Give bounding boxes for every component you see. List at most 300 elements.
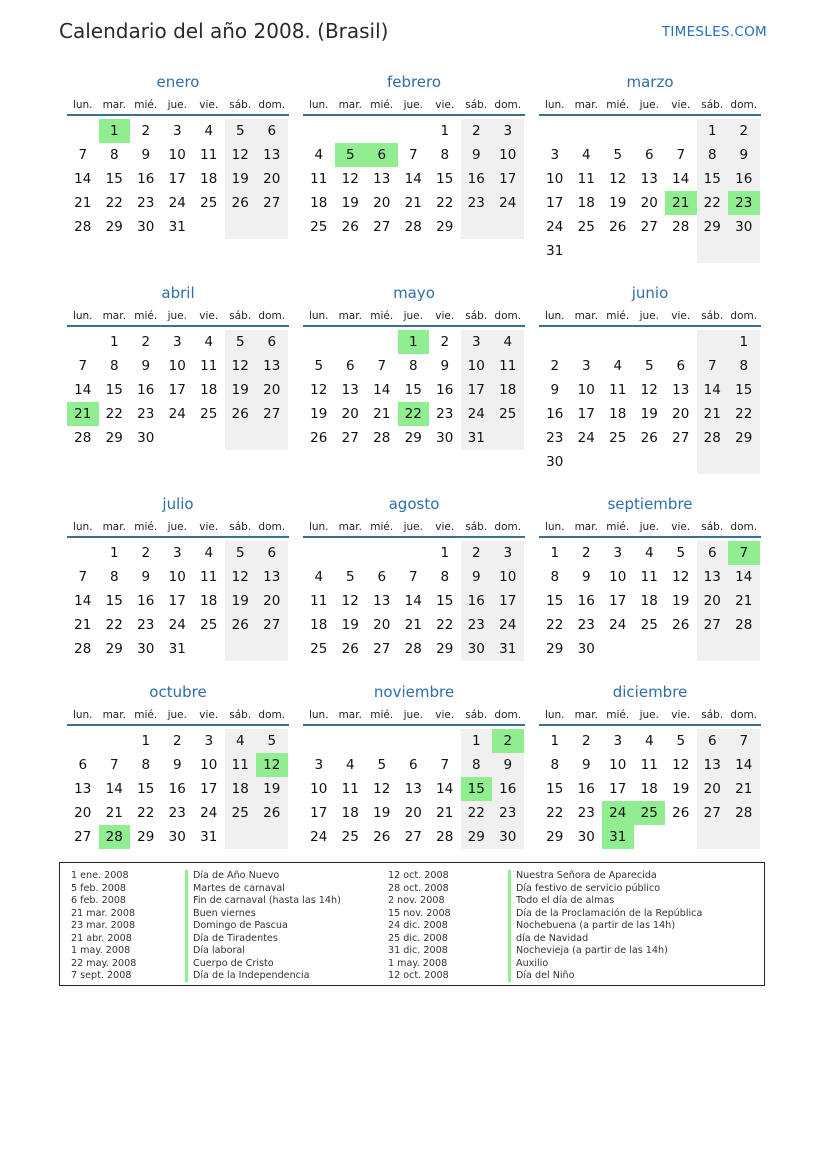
day-cell[interactable]: 2: [581, 545, 591, 561]
day-cell[interactable]: 10: [200, 757, 218, 773]
day-cell[interactable]: 4: [581, 147, 591, 163]
day-cell[interactable]: 18: [200, 171, 218, 187]
day-cell[interactable]: 12: [225, 354, 257, 378]
day-cell[interactable]: 23: [137, 406, 155, 422]
day-cell[interactable]: 13: [697, 565, 729, 589]
day-cell[interactable]: 27: [640, 219, 658, 235]
day-cell[interactable]: 10: [609, 757, 627, 773]
day-cell[interactable]: 21: [436, 805, 454, 821]
day-cell[interactable]: 16: [461, 589, 493, 613]
day-cell[interactable]: 20: [697, 589, 729, 613]
day-cell[interactable]: 28: [436, 829, 454, 845]
day-cell[interactable]: 9: [172, 757, 182, 773]
day-cell[interactable]: 13: [373, 593, 391, 609]
day-cell[interactable]: 18: [310, 617, 328, 633]
day-cell[interactable]: 6: [644, 147, 654, 163]
day-cell[interactable]: 15: [546, 593, 564, 609]
day-cell[interactable]: 11: [609, 382, 627, 398]
day-cell[interactable]: 26: [341, 641, 359, 657]
day-cell[interactable]: 24: [200, 805, 218, 821]
day-cell[interactable]: 15: [105, 382, 123, 398]
day-cell[interactable]: 25: [200, 406, 218, 422]
day-cell[interactable]: 12: [225, 565, 257, 589]
day-cell[interactable]: 27: [341, 430, 359, 446]
day-cell[interactable]: 4: [225, 729, 257, 753]
day-cell[interactable]: 29: [436, 641, 454, 657]
day-cell[interactable]: 17: [609, 781, 627, 797]
day-cell[interactable]: 7: [377, 358, 387, 374]
day-cell[interactable]: 14: [436, 781, 454, 797]
day-cell[interactable]: 9: [440, 358, 450, 374]
day-cell[interactable]: 8: [408, 358, 418, 374]
day-cell[interactable]: 31: [546, 243, 564, 259]
day-cell[interactable]: 28: [672, 219, 690, 235]
day-cell[interactable]: 24: [168, 406, 186, 422]
day-cell[interactable]: 19: [225, 589, 257, 613]
day-cell[interactable]: 23: [577, 617, 595, 633]
day-cell[interactable]: 7: [78, 147, 88, 163]
day-cell[interactable]: 5: [644, 358, 654, 374]
day-cell[interactable]: 30: [461, 637, 493, 661]
day-cell[interactable]: 8: [461, 753, 493, 777]
day-cell[interactable]: 25: [634, 801, 666, 825]
day-cell[interactable]: 2: [461, 541, 493, 565]
day-cell[interactable]: 18: [492, 378, 524, 402]
day-cell[interactable]: 1: [728, 330, 760, 354]
day-cell[interactable]: 17: [577, 406, 595, 422]
day-cell[interactable]: 5: [314, 358, 324, 374]
day-cell[interactable]: 18: [640, 593, 658, 609]
day-cell[interactable]: 29: [105, 219, 123, 235]
day-cell[interactable]: 22: [546, 617, 564, 633]
day-cell[interactable]: 19: [256, 777, 288, 801]
day-cell[interactable]: 6: [78, 757, 88, 773]
day-cell[interactable]: 3: [314, 757, 324, 773]
day-cell[interactable]: 4: [204, 334, 214, 350]
day-cell[interactable]: 31: [200, 829, 218, 845]
day-cell[interactable]: 11: [225, 753, 257, 777]
day-cell[interactable]: 2: [141, 334, 151, 350]
day-cell[interactable]: 26: [225, 613, 257, 637]
day-cell[interactable]: 27: [256, 613, 288, 637]
day-cell[interactable]: 5: [613, 147, 623, 163]
day-cell[interactable]: 21: [373, 406, 391, 422]
day-cell[interactable]: 19: [310, 406, 328, 422]
day-cell[interactable]: 18: [310, 195, 328, 211]
day-cell[interactable]: 24: [546, 219, 564, 235]
day-cell[interactable]: 1: [461, 729, 493, 753]
day-cell[interactable]: 21: [74, 617, 92, 633]
day-cell[interactable]: 29: [105, 641, 123, 657]
day-cell[interactable]: 15: [436, 171, 454, 187]
day-cell[interactable]: 25: [310, 641, 328, 657]
day-cell[interactable]: 12: [256, 753, 288, 777]
day-cell[interactable]: 24: [492, 613, 524, 637]
day-cell[interactable]: 27: [373, 641, 391, 657]
day-cell[interactable]: 9: [141, 569, 151, 585]
day-cell[interactable]: 4: [613, 358, 623, 374]
day-cell[interactable]: 1: [99, 119, 131, 143]
day-cell[interactable]: 12: [341, 171, 359, 187]
day-cell[interactable]: 18: [341, 805, 359, 821]
day-cell[interactable]: 22: [436, 617, 454, 633]
day-cell[interactable]: 8: [109, 569, 119, 585]
day-cell[interactable]: 26: [341, 219, 359, 235]
day-cell[interactable]: 28: [74, 641, 92, 657]
day-cell[interactable]: 19: [640, 406, 658, 422]
day-cell[interactable]: 19: [225, 167, 257, 191]
day-cell[interactable]: 1: [109, 545, 119, 561]
day-cell[interactable]: 13: [74, 781, 92, 797]
day-cell[interactable]: 4: [204, 545, 214, 561]
day-cell[interactable]: 13: [404, 781, 422, 797]
day-cell[interactable]: 16: [546, 406, 564, 422]
day-cell[interactable]: 28: [373, 430, 391, 446]
day-cell[interactable]: 28: [728, 801, 760, 825]
day-cell[interactable]: 14: [728, 565, 760, 589]
day-cell[interactable]: 14: [105, 781, 123, 797]
day-cell[interactable]: 18: [609, 406, 627, 422]
day-cell[interactable]: 16: [137, 593, 155, 609]
day-cell[interactable]: 31: [492, 637, 524, 661]
day-cell[interactable]: 7: [78, 358, 88, 374]
day-cell[interactable]: 2: [581, 733, 591, 749]
day-cell[interactable]: 30: [492, 825, 524, 849]
day-cell[interactable]: 3: [613, 545, 623, 561]
day-cell[interactable]: 27: [256, 191, 288, 215]
day-cell[interactable]: 18: [577, 195, 595, 211]
day-cell[interactable]: 9: [581, 569, 591, 585]
day-cell[interactable]: 15: [105, 171, 123, 187]
day-cell[interactable]: 17: [168, 593, 186, 609]
day-cell[interactable]: 20: [373, 195, 391, 211]
day-cell[interactable]: 9: [141, 147, 151, 163]
day-cell[interactable]: 27: [697, 613, 729, 637]
day-cell[interactable]: 10: [168, 569, 186, 585]
day-cell[interactable]: 28: [404, 641, 422, 657]
day-cell[interactable]: 4: [644, 733, 654, 749]
day-cell[interactable]: 21: [665, 191, 697, 215]
day-cell[interactable]: 28: [74, 219, 92, 235]
day-cell[interactable]: 30: [137, 641, 155, 657]
day-cell[interactable]: 2: [461, 119, 493, 143]
day-cell[interactable]: 27: [697, 801, 729, 825]
day-cell[interactable]: 28: [404, 219, 422, 235]
day-cell[interactable]: 5: [225, 541, 257, 565]
day-cell[interactable]: 24: [310, 829, 328, 845]
day-cell[interactable]: 23: [546, 430, 564, 446]
day-cell[interactable]: 8: [141, 757, 151, 773]
day-cell[interactable]: 18: [200, 593, 218, 609]
day-cell[interactable]: 21: [728, 777, 760, 801]
day-cell[interactable]: 31: [602, 825, 634, 849]
day-cell[interactable]: 9: [141, 358, 151, 374]
day-cell[interactable]: 15: [105, 593, 123, 609]
day-cell[interactable]: 15: [697, 167, 729, 191]
day-cell[interactable]: 9: [581, 757, 591, 773]
day-cell[interactable]: 5: [345, 569, 355, 585]
day-cell[interactable]: 2: [172, 733, 182, 749]
day-cell[interactable]: 11: [341, 781, 359, 797]
day-cell[interactable]: 25: [200, 195, 218, 211]
day-cell[interactable]: 23: [137, 195, 155, 211]
day-cell[interactable]: 11: [200, 147, 218, 163]
day-cell[interactable]: 28: [74, 430, 92, 446]
day-cell[interactable]: 27: [672, 430, 690, 446]
day-cell[interactable]: 31: [461, 426, 493, 450]
day-cell[interactable]: 19: [672, 593, 690, 609]
day-cell[interactable]: 22: [697, 191, 729, 215]
day-cell[interactable]: 11: [310, 593, 328, 609]
day-cell[interactable]: 12: [640, 382, 658, 398]
day-cell[interactable]: 7: [78, 569, 88, 585]
day-cell[interactable]: 16: [492, 777, 524, 801]
day-cell[interactable]: 3: [172, 334, 182, 350]
day-cell[interactable]: 8: [440, 147, 450, 163]
day-cell[interactable]: 23: [492, 801, 524, 825]
day-cell[interactable]: 6: [345, 358, 355, 374]
day-cell[interactable]: 10: [577, 382, 595, 398]
day-cell[interactable]: 7: [676, 147, 686, 163]
day-cell[interactable]: 11: [200, 569, 218, 585]
day-cell[interactable]: 10: [546, 171, 564, 187]
day-cell[interactable]: 3: [550, 147, 560, 163]
day-cell[interactable]: 2: [492, 729, 524, 753]
day-cell[interactable]: 30: [168, 829, 186, 845]
day-cell[interactable]: 6: [697, 541, 729, 565]
day-cell[interactable]: 1: [109, 334, 119, 350]
day-cell[interactable]: 12: [373, 781, 391, 797]
day-cell[interactable]: 4: [204, 123, 214, 139]
day-cell[interactable]: 18: [640, 781, 658, 797]
day-cell[interactable]: 15: [137, 781, 155, 797]
day-cell[interactable]: 20: [256, 589, 288, 613]
day-cell[interactable]: 26: [672, 805, 690, 821]
day-cell[interactable]: 27: [404, 829, 422, 845]
day-cell[interactable]: 17: [200, 781, 218, 797]
day-cell[interactable]: 8: [550, 569, 560, 585]
day-cell[interactable]: 20: [640, 195, 658, 211]
day-cell[interactable]: 21: [105, 805, 123, 821]
day-cell[interactable]: 16: [728, 167, 760, 191]
day-cell[interactable]: 6: [256, 541, 288, 565]
day-cell[interactable]: 8: [550, 757, 560, 773]
day-cell[interactable]: 6: [676, 358, 686, 374]
day-cell[interactable]: 3: [461, 330, 493, 354]
day-cell[interactable]: 7: [109, 757, 119, 773]
day-cell[interactable]: 13: [256, 143, 288, 167]
day-cell[interactable]: 21: [697, 402, 729, 426]
day-cell[interactable]: 25: [200, 617, 218, 633]
day-cell[interactable]: 29: [546, 641, 564, 657]
day-cell[interactable]: 19: [225, 378, 257, 402]
day-cell[interactable]: 29: [404, 430, 422, 446]
day-cell[interactable]: 31: [168, 641, 186, 657]
day-cell[interactable]: 29: [728, 426, 760, 450]
day-cell[interactable]: 31: [168, 219, 186, 235]
day-cell[interactable]: 9: [461, 143, 493, 167]
day-cell[interactable]: 23: [728, 191, 760, 215]
day-cell[interactable]: 25: [609, 430, 627, 446]
day-cell[interactable]: 11: [640, 757, 658, 773]
day-cell[interactable]: 20: [697, 777, 729, 801]
day-cell[interactable]: 7: [408, 147, 418, 163]
day-cell[interactable]: 26: [225, 402, 257, 426]
day-cell[interactable]: 24: [577, 430, 595, 446]
day-cell[interactable]: 29: [105, 430, 123, 446]
day-cell[interactable]: 26: [310, 430, 328, 446]
day-cell[interactable]: 22: [546, 805, 564, 821]
day-cell[interactable]: 10: [492, 565, 524, 589]
day-cell[interactable]: 21: [404, 617, 422, 633]
day-cell[interactable]: 9: [728, 143, 760, 167]
day-cell[interactable]: 22: [105, 195, 123, 211]
day-cell[interactable]: 25: [492, 402, 524, 426]
day-cell[interactable]: 14: [404, 593, 422, 609]
day-cell[interactable]: 10: [492, 143, 524, 167]
day-cell[interactable]: 26: [225, 191, 257, 215]
day-cell[interactable]: 16: [577, 593, 595, 609]
day-cell[interactable]: 14: [74, 171, 92, 187]
day-cell[interactable]: 22: [105, 406, 123, 422]
day-cell[interactable]: 19: [609, 195, 627, 211]
day-cell[interactable]: 3: [613, 733, 623, 749]
day-cell[interactable]: 23: [461, 613, 493, 637]
day-cell[interactable]: 4: [314, 147, 324, 163]
day-cell[interactable]: 8: [697, 143, 729, 167]
day-cell[interactable]: 22: [398, 402, 430, 426]
day-cell[interactable]: 13: [256, 354, 288, 378]
day-cell[interactable]: 5: [335, 143, 367, 167]
day-cell[interactable]: 4: [644, 545, 654, 561]
day-cell[interactable]: 20: [256, 378, 288, 402]
day-cell[interactable]: 14: [74, 593, 92, 609]
day-cell[interactable]: 15: [404, 382, 422, 398]
day-cell[interactable]: 12: [672, 757, 690, 773]
day-cell[interactable]: 6: [408, 757, 418, 773]
day-cell[interactable]: 16: [137, 382, 155, 398]
day-cell[interactable]: 14: [728, 753, 760, 777]
day-cell[interactable]: 3: [172, 545, 182, 561]
day-cell[interactable]: 1: [550, 733, 560, 749]
day-cell[interactable]: 16: [436, 382, 454, 398]
day-cell[interactable]: 2: [728, 119, 760, 143]
day-cell[interactable]: 7: [697, 354, 729, 378]
day-cell[interactable]: 28: [728, 613, 760, 637]
day-cell[interactable]: 12: [672, 569, 690, 585]
day-cell[interactable]: 26: [640, 430, 658, 446]
day-cell[interactable]: 18: [225, 777, 257, 801]
day-cell[interactable]: 11: [200, 358, 218, 374]
day-cell[interactable]: 3: [492, 541, 524, 565]
day-cell[interactable]: 1: [550, 545, 560, 561]
day-cell[interactable]: 20: [256, 167, 288, 191]
day-cell[interactable]: 26: [256, 801, 288, 825]
day-cell[interactable]: 22: [436, 195, 454, 211]
day-cell[interactable]: 26: [373, 829, 391, 845]
day-cell[interactable]: 24: [609, 617, 627, 633]
day-cell[interactable]: 3: [204, 733, 214, 749]
day-cell[interactable]: 5: [256, 729, 288, 753]
day-cell[interactable]: 5: [377, 757, 387, 773]
day-cell[interactable]: 21: [67, 402, 99, 426]
day-cell[interactable]: 2: [550, 358, 560, 374]
day-cell[interactable]: 6: [256, 330, 288, 354]
day-cell[interactable]: 19: [672, 781, 690, 797]
day-cell[interactable]: 3: [172, 123, 182, 139]
day-cell[interactable]: 8: [440, 569, 450, 585]
day-cell[interactable]: 5: [225, 119, 257, 143]
day-cell[interactable]: 10: [168, 147, 186, 163]
day-cell[interactable]: 24: [492, 191, 524, 215]
day-cell[interactable]: 18: [200, 382, 218, 398]
day-cell[interactable]: 16: [461, 167, 493, 191]
day-cell[interactable]: 26: [609, 219, 627, 235]
day-cell[interactable]: 6: [366, 143, 398, 167]
day-cell[interactable]: 14: [74, 382, 92, 398]
day-cell[interactable]: 4: [492, 330, 524, 354]
day-cell[interactable]: 20: [74, 805, 92, 821]
day-cell[interactable]: 23: [461, 191, 493, 215]
day-cell[interactable]: 21: [74, 195, 92, 211]
day-cell[interactable]: 23: [168, 805, 186, 821]
day-cell[interactable]: 9: [492, 753, 524, 777]
day-cell[interactable]: 29: [436, 219, 454, 235]
day-cell[interactable]: 4: [314, 569, 324, 585]
day-cell[interactable]: 13: [640, 171, 658, 187]
day-cell[interactable]: 11: [310, 171, 328, 187]
day-cell[interactable]: 14: [404, 171, 422, 187]
day-cell[interactable]: 30: [137, 219, 155, 235]
day-cell[interactable]: 21: [404, 195, 422, 211]
day-cell[interactable]: 9: [461, 565, 493, 589]
day-cell[interactable]: 1: [398, 330, 430, 354]
day-cell[interactable]: 11: [577, 171, 595, 187]
day-cell[interactable]: 28: [697, 426, 729, 450]
day-cell[interactable]: 8: [109, 147, 119, 163]
day-cell[interactable]: 23: [577, 805, 595, 821]
day-cell[interactable]: 12: [310, 382, 328, 398]
day-cell[interactable]: 26: [672, 617, 690, 633]
day-cell[interactable]: 19: [341, 195, 359, 211]
brand-logo-text[interactable]: TIMESLES.COM: [661, 24, 767, 40]
day-cell[interactable]: 8: [728, 354, 760, 378]
day-cell[interactable]: 1: [440, 545, 450, 561]
day-cell[interactable]: 17: [461, 378, 493, 402]
day-cell[interactable]: 12: [341, 593, 359, 609]
day-cell[interactable]: 5: [676, 545, 686, 561]
day-cell[interactable]: 28: [99, 825, 131, 849]
day-cell[interactable]: 17: [168, 171, 186, 187]
day-cell[interactable]: 16: [577, 781, 595, 797]
day-cell[interactable]: 24: [168, 195, 186, 211]
day-cell[interactable]: 11: [492, 354, 524, 378]
day-cell[interactable]: 20: [404, 805, 422, 821]
day-cell[interactable]: 17: [492, 167, 524, 191]
day-cell[interactable]: 3: [581, 358, 591, 374]
day-cell[interactable]: 10: [461, 354, 493, 378]
day-cell[interactable]: 5: [225, 330, 257, 354]
day-cell[interactable]: 30: [577, 641, 595, 657]
day-cell[interactable]: 17: [546, 195, 564, 211]
day-cell[interactable]: 23: [436, 406, 454, 422]
day-cell[interactable]: 10: [168, 358, 186, 374]
day-cell[interactable]: 22: [461, 801, 493, 825]
day-cell[interactable]: 13: [341, 382, 359, 398]
day-cell[interactable]: 12: [225, 143, 257, 167]
day-cell[interactable]: 19: [341, 617, 359, 633]
day-cell[interactable]: 13: [697, 753, 729, 777]
